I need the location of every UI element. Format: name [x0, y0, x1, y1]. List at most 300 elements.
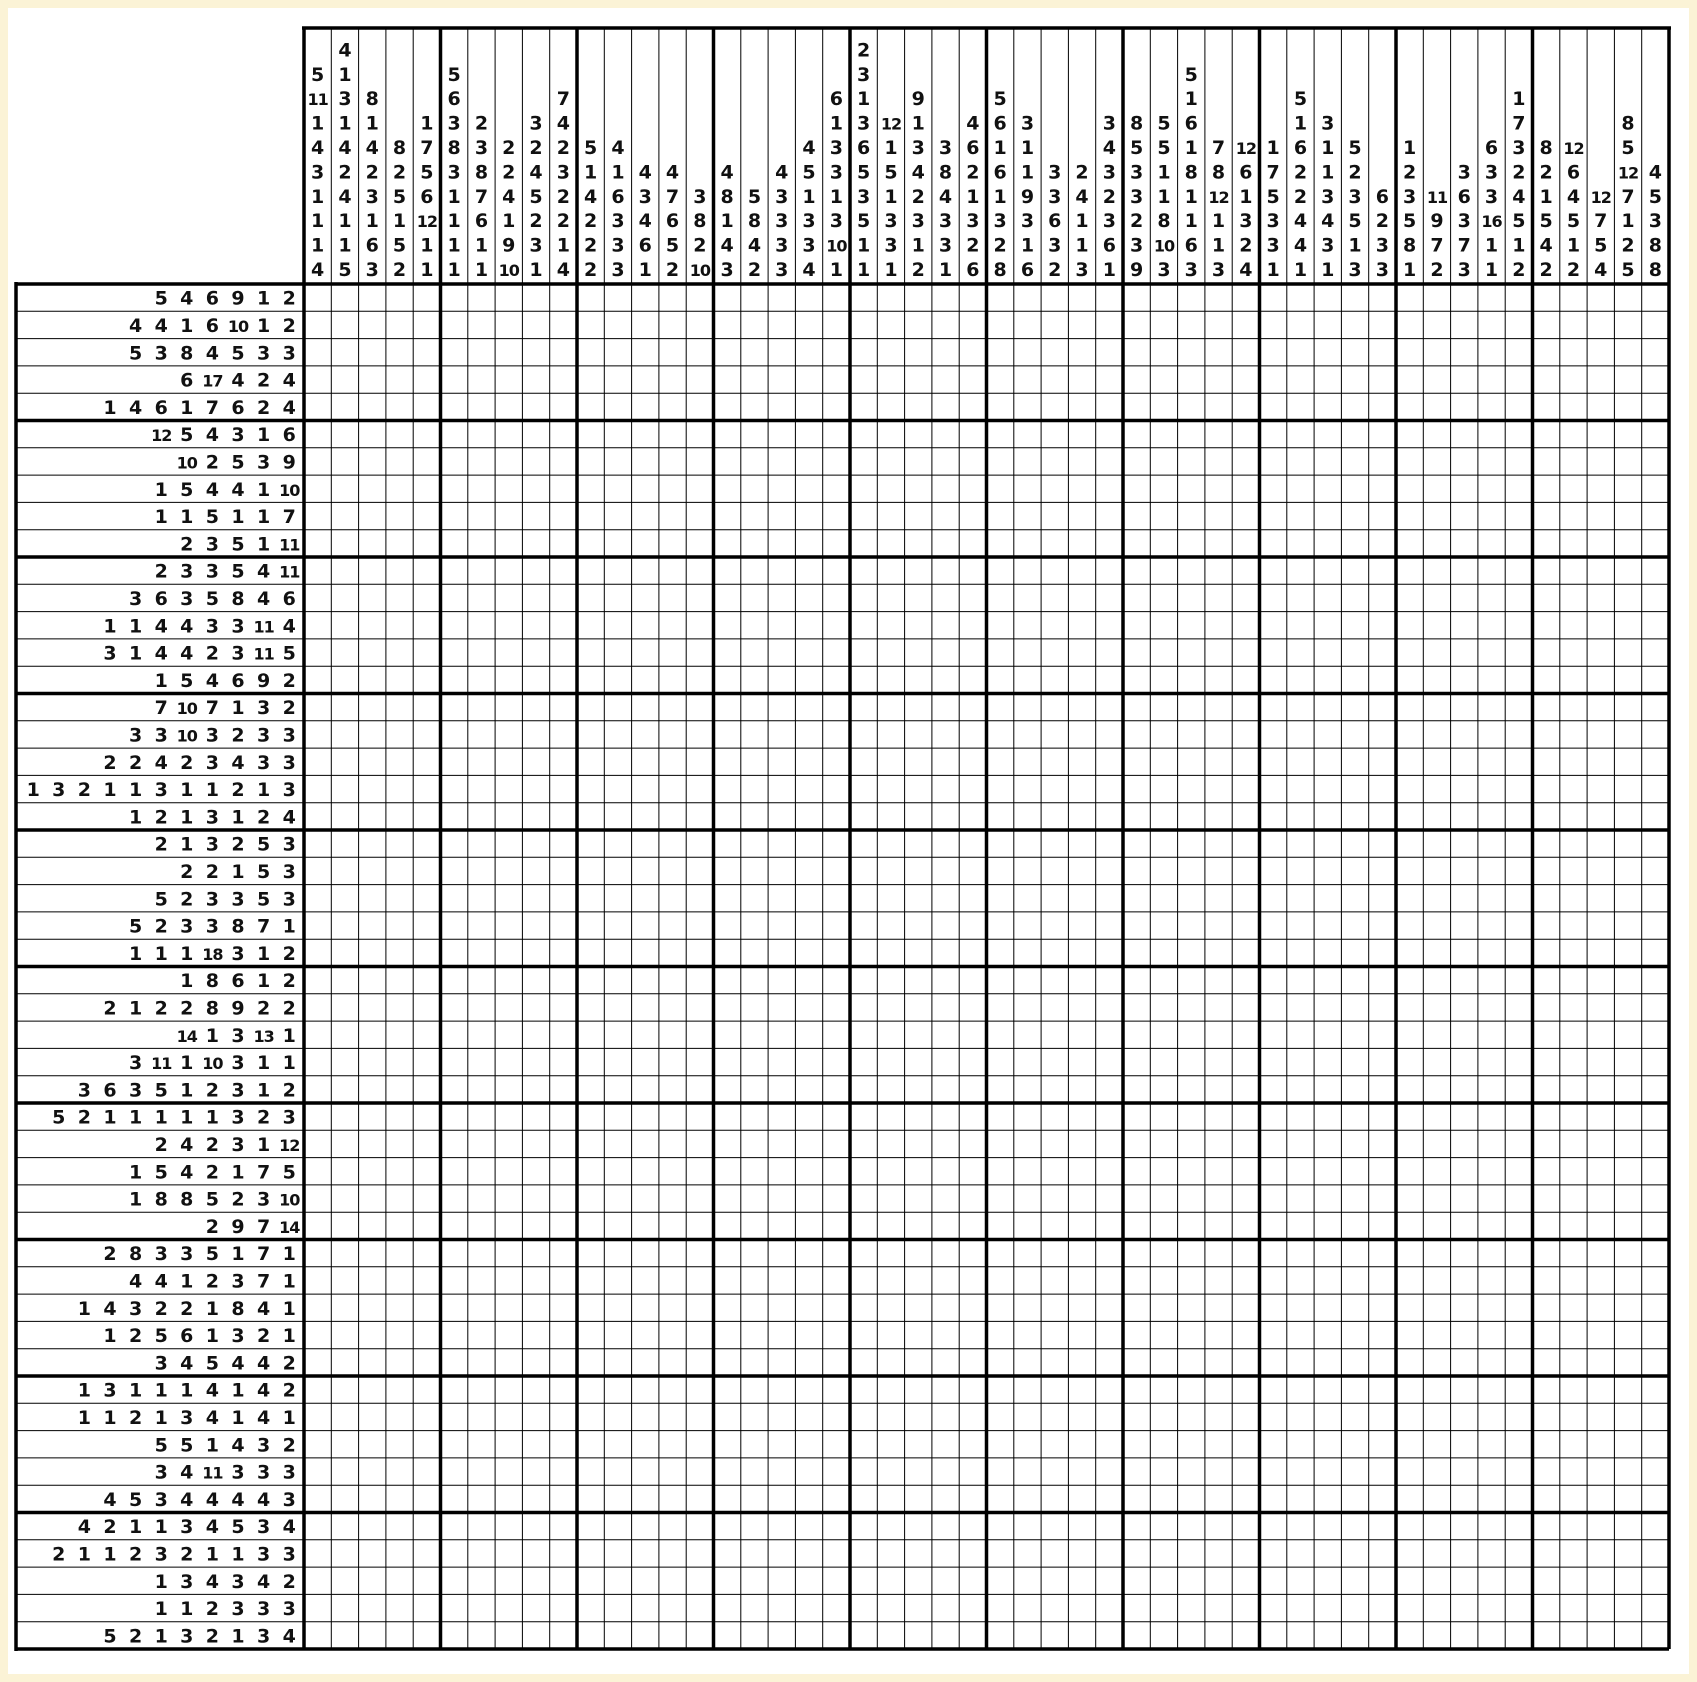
grid-cell[interactable]: [522, 912, 549, 939]
grid-cell[interactable]: [659, 721, 686, 748]
grid-cell[interactable]: [1614, 1294, 1641, 1321]
grid-cell[interactable]: [905, 885, 932, 912]
grid-cell[interactable]: [768, 885, 795, 912]
grid-cell[interactable]: [1178, 1240, 1205, 1267]
grid-cell[interactable]: [1068, 448, 1095, 475]
grid-cell[interactable]: [1423, 530, 1450, 557]
grid-cell[interactable]: [1314, 939, 1341, 966]
grid-cell[interactable]: [1260, 530, 1287, 557]
grid-cell[interactable]: [304, 1240, 331, 1267]
grid-cell[interactable]: [386, 1513, 413, 1540]
grid-cell[interactable]: [1205, 1540, 1232, 1567]
grid-cell[interactable]: [1614, 1540, 1641, 1567]
grid-cell[interactable]: [959, 775, 986, 802]
grid-cell[interactable]: [1178, 584, 1205, 611]
grid-cell[interactable]: [1642, 694, 1669, 721]
grid-cell[interactable]: [441, 775, 468, 802]
grid-cell[interactable]: [386, 1431, 413, 1458]
grid-cell[interactable]: [1560, 967, 1587, 994]
grid-cell[interactable]: [1642, 775, 1669, 802]
grid-cell[interactable]: [877, 1048, 904, 1075]
grid-cell[interactable]: [1314, 666, 1341, 693]
grid-cell[interactable]: [331, 557, 358, 584]
grid-cell[interactable]: [1041, 666, 1068, 693]
grid-cell[interactable]: [577, 393, 604, 420]
grid-cell[interactable]: [1587, 1321, 1614, 1348]
grid-cell[interactable]: [1642, 1321, 1669, 1348]
grid-cell[interactable]: [468, 421, 495, 448]
grid-cell[interactable]: [1123, 830, 1150, 857]
grid-cell[interactable]: [632, 339, 659, 366]
grid-cell[interactable]: [987, 912, 1014, 939]
grid-cell[interactable]: [877, 393, 904, 420]
grid-cell[interactable]: [1451, 421, 1478, 448]
grid-cell[interactable]: [1260, 939, 1287, 966]
grid-cell[interactable]: [850, 721, 877, 748]
grid-cell[interactable]: [714, 1321, 741, 1348]
grid-cell[interactable]: [932, 1321, 959, 1348]
grid-cell[interactable]: [386, 448, 413, 475]
grid-cell[interactable]: [386, 1622, 413, 1649]
grid-cell[interactable]: [1451, 1048, 1478, 1075]
grid-cell[interactable]: [1014, 994, 1041, 1021]
grid-cell[interactable]: [659, 421, 686, 448]
grid-cell[interactable]: [577, 857, 604, 884]
grid-cell[interactable]: [1014, 939, 1041, 966]
grid-cell[interactable]: [1533, 530, 1560, 557]
grid-cell[interactable]: [1260, 1594, 1287, 1621]
grid-cell[interactable]: [714, 967, 741, 994]
grid-cell[interactable]: [987, 1403, 1014, 1430]
grid-cell[interactable]: [1560, 1103, 1587, 1130]
grid-cell[interactable]: [987, 1458, 1014, 1485]
grid-cell[interactable]: [932, 1240, 959, 1267]
grid-cell[interactable]: [1478, 1567, 1505, 1594]
grid-cell[interactable]: [659, 448, 686, 475]
grid-cell[interactable]: [1369, 885, 1396, 912]
grid-cell[interactable]: [768, 639, 795, 666]
grid-cell[interactable]: [768, 421, 795, 448]
grid-cell[interactable]: [1260, 1076, 1287, 1103]
grid-cell[interactable]: [1396, 1567, 1423, 1594]
grid-cell[interactable]: [932, 1294, 959, 1321]
grid-cell[interactable]: [1123, 1321, 1150, 1348]
grid-cell[interactable]: [686, 994, 713, 1021]
grid-cell[interactable]: [1096, 475, 1123, 502]
grid-cell[interactable]: [604, 1048, 631, 1075]
grid-cell[interactable]: [331, 775, 358, 802]
grid-cell[interactable]: [905, 1294, 932, 1321]
grid-cell[interactable]: [877, 339, 904, 366]
grid-cell[interactable]: [468, 666, 495, 693]
grid-cell[interactable]: [1205, 366, 1232, 393]
grid-cell[interactable]: [1287, 1130, 1314, 1157]
grid-cell[interactable]: [1533, 584, 1560, 611]
grid-cell[interactable]: [1314, 1540, 1341, 1567]
grid-cell[interactable]: [1560, 1240, 1587, 1267]
grid-cell[interactable]: [1614, 1158, 1641, 1185]
grid-cell[interactable]: [1423, 1076, 1450, 1103]
grid-cell[interactable]: [1205, 1240, 1232, 1267]
grid-cell[interactable]: [1341, 721, 1368, 748]
grid-cell[interactable]: [823, 1403, 850, 1430]
grid-cell[interactable]: [413, 639, 440, 666]
grid-cell[interactable]: [468, 1048, 495, 1075]
grid-cell[interactable]: [1451, 1103, 1478, 1130]
grid-cell[interactable]: [905, 448, 932, 475]
grid-cell[interactable]: [577, 639, 604, 666]
grid-cell[interactable]: [823, 1021, 850, 1048]
grid-cell[interactable]: [1505, 885, 1532, 912]
grid-cell[interactable]: [386, 1185, 413, 1212]
grid-cell[interactable]: [1451, 694, 1478, 721]
grid-cell[interactable]: [877, 775, 904, 802]
grid-cell[interactable]: [1560, 721, 1587, 748]
grid-cell[interactable]: [1068, 1130, 1095, 1157]
grid-cell[interactable]: [441, 311, 468, 338]
grid-cell[interactable]: [1478, 1158, 1505, 1185]
grid-cell[interactable]: [877, 584, 904, 611]
grid-cell[interactable]: [987, 311, 1014, 338]
grid-cell[interactable]: [1396, 1185, 1423, 1212]
grid-cell[interactable]: [413, 284, 440, 311]
grid-cell[interactable]: [1096, 1567, 1123, 1594]
grid-cell[interactable]: [1178, 448, 1205, 475]
grid-cell[interactable]: [1478, 339, 1505, 366]
grid-cell[interactable]: [1560, 584, 1587, 611]
grid-cell[interactable]: [768, 311, 795, 338]
grid-cell[interactable]: [1041, 1594, 1068, 1621]
grid-cell[interactable]: [877, 803, 904, 830]
grid-cell[interactable]: [1423, 1403, 1450, 1430]
grid-cell[interactable]: [1341, 530, 1368, 557]
grid-cell[interactable]: [932, 639, 959, 666]
grid-cell[interactable]: [795, 1540, 822, 1567]
grid-cell[interactable]: [714, 885, 741, 912]
grid-cell[interactable]: [714, 1021, 741, 1048]
grid-cell[interactable]: [522, 584, 549, 611]
grid-cell[interactable]: [1232, 311, 1259, 338]
grid-cell[interactable]: [1014, 1321, 1041, 1348]
grid-cell[interactable]: [304, 721, 331, 748]
grid-cell[interactable]: [1451, 1594, 1478, 1621]
grid-cell[interactable]: [877, 1240, 904, 1267]
grid-cell[interactable]: [850, 366, 877, 393]
grid-cell[interactable]: [359, 393, 386, 420]
grid-cell[interactable]: [1560, 284, 1587, 311]
grid-cell[interactable]: [604, 939, 631, 966]
grid-cell[interactable]: [741, 1594, 768, 1621]
grid-cell[interactable]: [1533, 1240, 1560, 1267]
grid-cell[interactable]: [413, 1431, 440, 1458]
grid-cell[interactable]: [1096, 284, 1123, 311]
grid-cell[interactable]: [1614, 1076, 1641, 1103]
grid-cell[interactable]: [1478, 857, 1505, 884]
grid-cell[interactable]: [1478, 1267, 1505, 1294]
grid-cell[interactable]: [905, 1130, 932, 1157]
grid-cell[interactable]: [632, 530, 659, 557]
grid-cell[interactable]: [850, 694, 877, 721]
grid-cell[interactable]: [522, 1185, 549, 1212]
grid-cell[interactable]: [659, 994, 686, 1021]
grid-cell[interactable]: [1260, 639, 1287, 666]
grid-cell[interactable]: [768, 1403, 795, 1430]
grid-cell[interactable]: [1150, 1349, 1177, 1376]
grid-cell[interactable]: [714, 1212, 741, 1239]
grid-cell[interactable]: [1260, 1240, 1287, 1267]
grid-cell[interactable]: [304, 1431, 331, 1458]
grid-cell[interactable]: [1533, 639, 1560, 666]
grid-cell[interactable]: [1287, 912, 1314, 939]
grid-cell[interactable]: [495, 1376, 522, 1403]
grid-cell[interactable]: [550, 421, 577, 448]
grid-cell[interactable]: [1232, 1485, 1259, 1512]
grid-cell[interactable]: [359, 339, 386, 366]
grid-cell[interactable]: [1587, 1349, 1614, 1376]
grid-cell[interactable]: [1041, 1567, 1068, 1594]
grid-cell[interactable]: [659, 830, 686, 857]
grid-cell[interactable]: [1423, 339, 1450, 366]
grid-cell[interactable]: [304, 475, 331, 502]
grid-cell[interactable]: [1478, 939, 1505, 966]
grid-cell[interactable]: [741, 1458, 768, 1485]
grid-cell[interactable]: [768, 1622, 795, 1649]
grid-cell[interactable]: [1260, 1103, 1287, 1130]
grid-cell[interactable]: [331, 830, 358, 857]
grid-cell[interactable]: [850, 1622, 877, 1649]
grid-cell[interactable]: [850, 557, 877, 584]
grid-cell[interactable]: [1178, 1376, 1205, 1403]
grid-cell[interactable]: [795, 666, 822, 693]
grid-cell[interactable]: [1614, 694, 1641, 721]
grid-cell[interactable]: [1096, 311, 1123, 338]
grid-cell[interactable]: [577, 530, 604, 557]
grid-cell[interactable]: [1505, 1158, 1532, 1185]
grid-cell[interactable]: [1014, 1622, 1041, 1649]
grid-cell[interactable]: [1068, 639, 1095, 666]
grid-cell[interactable]: [577, 366, 604, 393]
grid-cell[interactable]: [1287, 639, 1314, 666]
grid-cell[interactable]: [1341, 1185, 1368, 1212]
grid-cell[interactable]: [468, 775, 495, 802]
grid-cell[interactable]: [1505, 1376, 1532, 1403]
grid-cell[interactable]: [1478, 721, 1505, 748]
grid-cell[interactable]: [1178, 857, 1205, 884]
grid-cell[interactable]: [714, 584, 741, 611]
grid-cell[interactable]: [1205, 967, 1232, 994]
grid-cell[interactable]: [1423, 1485, 1450, 1512]
grid-cell[interactable]: [795, 1130, 822, 1157]
grid-cell[interactable]: [1423, 1349, 1450, 1376]
grid-cell[interactable]: [359, 1458, 386, 1485]
grid-cell[interactable]: [441, 1622, 468, 1649]
grid-cell[interactable]: [1369, 1431, 1396, 1458]
grid-cell[interactable]: [714, 694, 741, 721]
grid-cell[interactable]: [877, 1076, 904, 1103]
grid-cell[interactable]: [1423, 939, 1450, 966]
grid-cell[interactable]: [1478, 448, 1505, 475]
grid-cell[interactable]: [795, 1485, 822, 1512]
grid-cell[interactable]: [1505, 311, 1532, 338]
grid-cell[interactable]: [686, 421, 713, 448]
grid-cell[interactable]: [877, 1349, 904, 1376]
grid-cell[interactable]: [1505, 666, 1532, 693]
grid-cell[interactable]: [959, 502, 986, 529]
grid-cell[interactable]: [1369, 1622, 1396, 1649]
grid-cell[interactable]: [468, 366, 495, 393]
grid-cell[interactable]: [1205, 339, 1232, 366]
grid-cell[interactable]: [1423, 1567, 1450, 1594]
grid-cell[interactable]: [741, 1513, 768, 1540]
grid-cell[interactable]: [1423, 557, 1450, 584]
grid-cell[interactable]: [386, 1240, 413, 1267]
grid-cell[interactable]: [1123, 994, 1150, 1021]
grid-cell[interactable]: [604, 639, 631, 666]
grid-cell[interactable]: [1423, 1431, 1450, 1458]
grid-cell[interactable]: [1587, 694, 1614, 721]
grid-cell[interactable]: [686, 1130, 713, 1157]
grid-cell[interactable]: [1369, 1294, 1396, 1321]
grid-cell[interactable]: [604, 1021, 631, 1048]
grid-cell[interactable]: [932, 1103, 959, 1130]
grid-cell[interactable]: [386, 666, 413, 693]
grid-cell[interactable]: [1642, 912, 1669, 939]
grid-cell[interactable]: [1232, 475, 1259, 502]
grid-cell[interactable]: [1560, 339, 1587, 366]
grid-cell[interactable]: [987, 557, 1014, 584]
grid-cell[interactable]: [768, 666, 795, 693]
grid-cell[interactable]: [1232, 803, 1259, 830]
grid-cell[interactable]: [1314, 694, 1341, 721]
grid-cell[interactable]: [1533, 1076, 1560, 1103]
grid-cell[interactable]: [959, 939, 986, 966]
grid-cell[interactable]: [1068, 721, 1095, 748]
grid-cell[interactable]: [1533, 666, 1560, 693]
grid-cell[interactable]: [877, 857, 904, 884]
grid-cell[interactable]: [1614, 1103, 1641, 1130]
grid-cell[interactable]: [1478, 775, 1505, 802]
grid-cell[interactable]: [686, 1540, 713, 1567]
grid-cell[interactable]: [386, 639, 413, 666]
grid-cell[interactable]: [1260, 666, 1287, 693]
grid-cell[interactable]: [1642, 366, 1669, 393]
grid-cell[interactable]: [1505, 557, 1532, 584]
grid-cell[interactable]: [1642, 1594, 1669, 1621]
grid-cell[interactable]: [1587, 1567, 1614, 1594]
grid-cell[interactable]: [441, 803, 468, 830]
grid-cell[interactable]: [1096, 1376, 1123, 1403]
grid-cell[interactable]: [1287, 939, 1314, 966]
grid-cell[interactable]: [1587, 475, 1614, 502]
grid-cell[interactable]: [1205, 912, 1232, 939]
grid-cell[interactable]: [1260, 311, 1287, 338]
grid-cell[interactable]: [1150, 1158, 1177, 1185]
grid-cell[interactable]: [386, 1321, 413, 1348]
grid-cell[interactable]: [741, 1267, 768, 1294]
grid-cell[interactable]: [1369, 1594, 1396, 1621]
grid-cell[interactable]: [959, 912, 986, 939]
grid-cell[interactable]: [1178, 721, 1205, 748]
grid-cell[interactable]: [1205, 1130, 1232, 1157]
grid-cell[interactable]: [905, 339, 932, 366]
grid-cell[interactable]: [359, 748, 386, 775]
grid-cell[interactable]: [659, 1594, 686, 1621]
grid-cell[interactable]: [1232, 1540, 1259, 1567]
grid-cell[interactable]: [468, 339, 495, 366]
grid-cell[interactable]: [632, 967, 659, 994]
grid-cell[interactable]: [1533, 1485, 1560, 1512]
grid-cell[interactable]: [1560, 748, 1587, 775]
grid-cell[interactable]: [1423, 421, 1450, 448]
grid-cell[interactable]: [522, 885, 549, 912]
grid-cell[interactable]: [686, 612, 713, 639]
grid-cell[interactable]: [1041, 912, 1068, 939]
grid-cell[interactable]: [331, 1130, 358, 1157]
grid-cell[interactable]: [1451, 448, 1478, 475]
grid-cell[interactable]: [1451, 366, 1478, 393]
grid-cell[interactable]: [1533, 1622, 1560, 1649]
grid-cell[interactable]: [959, 1321, 986, 1348]
grid-cell[interactable]: [1587, 1403, 1614, 1430]
grid-cell[interactable]: [1341, 1240, 1368, 1267]
grid-cell[interactable]: [1369, 1103, 1396, 1130]
grid-cell[interactable]: [495, 1076, 522, 1103]
grid-cell[interactable]: [659, 1103, 686, 1130]
grid-cell[interactable]: [1314, 1103, 1341, 1130]
grid-cell[interactable]: [577, 612, 604, 639]
grid-cell[interactable]: [522, 721, 549, 748]
grid-cell[interactable]: [932, 1622, 959, 1649]
grid-cell[interactable]: [714, 1130, 741, 1157]
grid-cell[interactable]: [1505, 339, 1532, 366]
grid-cell[interactable]: [632, 448, 659, 475]
grid-cell[interactable]: [1341, 1485, 1368, 1512]
grid-cell[interactable]: [550, 666, 577, 693]
grid-cell[interactable]: [1341, 1458, 1368, 1485]
grid-cell[interactable]: [1205, 1212, 1232, 1239]
grid-cell[interactable]: [1041, 967, 1068, 994]
grid-cell[interactable]: [1451, 1349, 1478, 1376]
grid-cell[interactable]: [795, 1567, 822, 1594]
grid-cell[interactable]: [522, 1076, 549, 1103]
grid-cell[interactable]: [1396, 1376, 1423, 1403]
grid-cell[interactable]: [441, 1240, 468, 1267]
grid-cell[interactable]: [686, 1212, 713, 1239]
grid-cell[interactable]: [495, 857, 522, 884]
grid-cell[interactable]: [1369, 475, 1396, 502]
grid-cell[interactable]: [1287, 1185, 1314, 1212]
grid-cell[interactable]: [1587, 885, 1614, 912]
grid-cell[interactable]: [632, 639, 659, 666]
grid-cell[interactable]: [604, 584, 631, 611]
grid-cell[interactable]: [359, 584, 386, 611]
grid-cell[interactable]: [959, 339, 986, 366]
grid-cell[interactable]: [359, 1021, 386, 1048]
grid-cell[interactable]: [1123, 1513, 1150, 1540]
grid-cell[interactable]: [413, 666, 440, 693]
grid-cell[interactable]: [1478, 912, 1505, 939]
grid-cell[interactable]: [1232, 1458, 1259, 1485]
grid-cell[interactable]: [823, 1048, 850, 1075]
grid-cell[interactable]: [1287, 366, 1314, 393]
grid-cell[interactable]: [823, 339, 850, 366]
grid-cell[interactable]: [959, 311, 986, 338]
grid-cell[interactable]: [1533, 857, 1560, 884]
grid-cell[interactable]: [1587, 284, 1614, 311]
grid-cell[interactable]: [1178, 694, 1205, 721]
grid-cell[interactable]: [1123, 1403, 1150, 1430]
grid-cell[interactable]: [1150, 475, 1177, 502]
